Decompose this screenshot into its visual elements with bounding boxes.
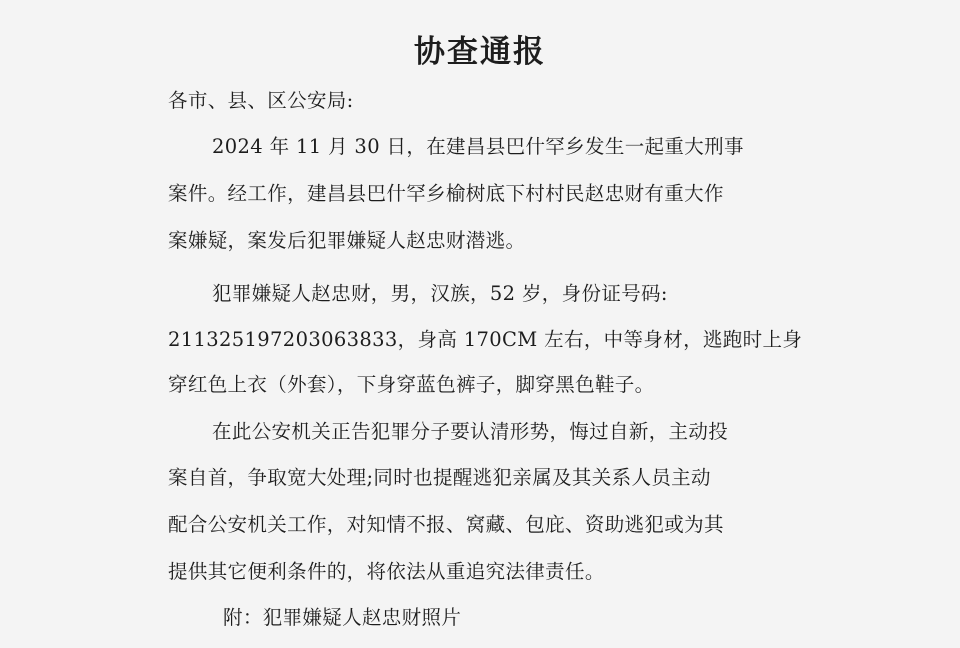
attachment-note: 附：犯罪嫌疑人赵忠财照片 [223, 606, 462, 629]
paragraph-2-line-2: 211325197203063833，身高 170CM 左右，中等身材，逃跑时上身 [168, 328, 803, 351]
paragraph-2-line-1: 犯罪嫌疑人赵忠财，男，汉族，52 岁，身份证号码: [212, 282, 668, 305]
document-title: 协查通报 [414, 34, 546, 70]
paragraph-3-line-2: 案自首，争取宽大处理;同时也提醒逃犯亲属及其关系人员主动 [168, 466, 711, 489]
paragraph-3-line-4: 提供其它便利条件的，将依法从重追究法律责任。 [168, 560, 605, 583]
paragraph-1-line-2: 案件。经工作，建昌县巴什罕乡榆树底下村村民赵忠财有重大作 [168, 182, 724, 205]
paragraph-2-line-3: 穿红色上衣（外套），下身穿蓝色裤子，脚穿黑色鞋子。 [168, 373, 655, 396]
paragraph-1-line-1: 2024 年 11 月 30 日，在建昌县巴什罕乡发生一起重大刑事 [212, 135, 744, 158]
paragraph-3-line-1: 在此公安机关正告犯罪分子要认清形势，悔过自新，主动投 [212, 420, 729, 443]
paragraph-3-line-3: 配合公安机关工作，对知情不报、窝藏、包庇、资助逃犯或为其 [168, 513, 724, 536]
salutation-line: 各市、县、区公安局: [168, 89, 354, 112]
paragraph-1-line-3: 案嫌疑，案发后犯罪嫌疑人赵忠财潜逃。 [168, 229, 526, 252]
